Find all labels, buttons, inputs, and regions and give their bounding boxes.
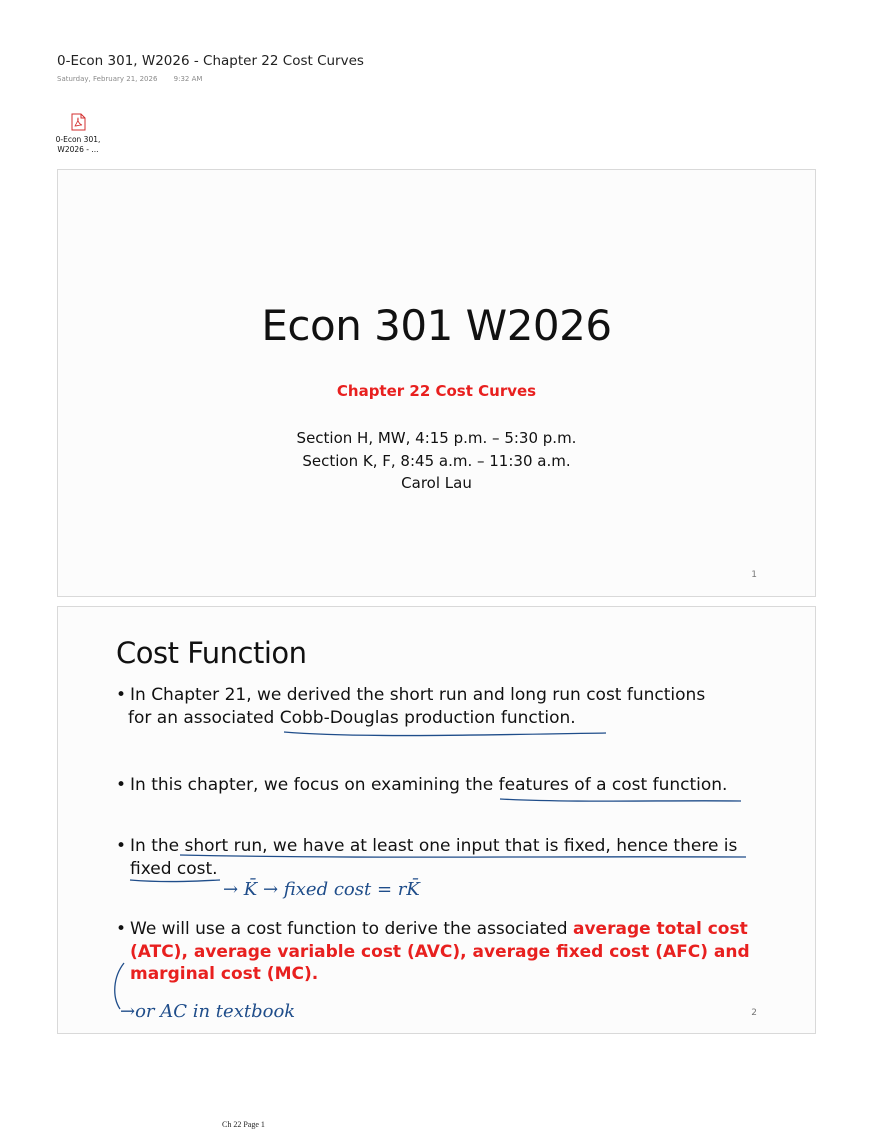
bullet-2: • In this chapter, we focus on examining the features of a cost function. bbox=[116, 775, 728, 795]
slide-subtitle: Chapter 22 Cost Curves bbox=[336, 382, 537, 400]
slide-1 bbox=[57, 169, 816, 597]
slide-2 bbox=[57, 606, 816, 1034]
slide-title: Econ 301 W2026 bbox=[261, 301, 612, 350]
page-footer: Ch 22 Page 1 bbox=[222, 1120, 265, 1129]
section-h-line: Section H, MW, 4:15 p.m. – 5:30 p.m. bbox=[296, 429, 577, 447]
pdf-attachment[interactable] bbox=[50, 113, 106, 155]
instructor-name: Carol Lau bbox=[401, 474, 472, 492]
slide-number: 2 bbox=[751, 1008, 757, 1018]
bullet-1: • In Chapter 21, we derived the short run and long run cost functions for an associated Cobb-Douglas production function. bbox=[116, 685, 706, 728]
page-header bbox=[57, 53, 364, 69]
handwritten-ac-note: →or AC in textbook bbox=[120, 1001, 296, 1022]
slide-info bbox=[58, 427, 815, 495]
section-k-line: Section K, F, 8:45 a.m. – 11:30 a.m. bbox=[302, 451, 571, 470]
slide-title: Cost Function bbox=[116, 636, 307, 670]
page-date: Saturday, February 21, 2026 bbox=[57, 75, 158, 83]
page-title: 0-Econ 301, W2026 - Chapter 22 Cost Curves bbox=[57, 53, 364, 69]
pdf-file-icon bbox=[71, 113, 86, 131]
handwritten-fixed-cost-note: → K̄ → fixed cost = rK̄ bbox=[223, 879, 420, 900]
bullet-4: • We will use a cost function to derive the associated average total cost (ATC), average variable cost (AVC), average fixed cost (AFC) and marginal cost (MC). bbox=[116, 919, 750, 984]
page-time: 9:32 AM bbox=[173, 75, 203, 83]
page-meta bbox=[57, 75, 216, 83]
attachment-label: 0-Econ 301, W2026 - ... bbox=[55, 135, 101, 154]
slide-number: 1 bbox=[751, 570, 757, 580]
bullet-3: • In the short run, we have at least one input that is fixed, hence there is fixed cost. bbox=[116, 836, 738, 879]
